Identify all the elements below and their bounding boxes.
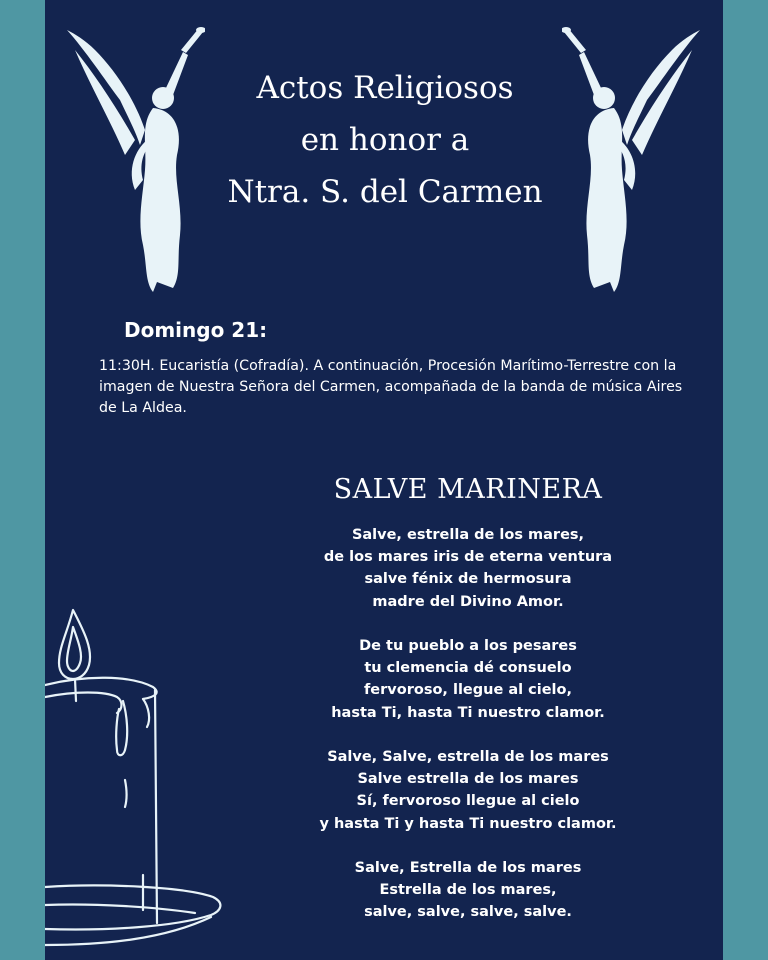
hymn-verses <box>313 524 623 946</box>
candle-icon <box>45 605 225 960</box>
verse-line: tu clemencia dé consuelo <box>364 660 572 677</box>
verse-line: Salve, estrella de los mares, <box>351 527 585 543</box>
verse-line: de los mares iris de eterna ventura <box>323 549 613 566</box>
stanza <box>313 857 623 924</box>
stanza <box>313 524 623 613</box>
angel-trumpet-icon <box>65 20 205 295</box>
verse-line: De tu pueblo a los pesares <box>359 638 577 654</box>
hymn-title: SALVE MARINERA <box>333 474 603 505</box>
verse-line: hasta Ti, hasta Ti nuestro clamor. <box>331 704 605 721</box>
verse-line: salve, salve, salve, salve. <box>364 904 572 921</box>
verse-line: Salve, Salve, estrella de los mares <box>327 749 609 765</box>
verse-line: Estrella de los mares, <box>379 882 557 899</box>
verse-line: Salve estrella de los mares <box>357 771 579 788</box>
verse-line: Salve, Estrella de los mares <box>354 860 582 876</box>
verse-line: Sí, fervoroso llegue al cielo <box>356 793 580 810</box>
verse-line: salve fénix de hermosura <box>364 571 572 588</box>
verse-line: madre del Divino Amor. <box>372 593 564 610</box>
event-description: 11:30H. Eucaristía (Cofradía). A continuación, Procesión Marítimo-Terrestre con la imagen de Nuestra Señora del Carmen, acompañada de la banda de música Aires de La Aldea. <box>99 358 683 416</box>
page-title <box>185 62 585 218</box>
stanza <box>313 635 623 724</box>
stanza <box>313 746 623 835</box>
title-line: Actos Religiosos <box>256 70 514 106</box>
poster <box>45 0 723 960</box>
title-line: en honor a <box>300 122 470 158</box>
event-day: Domingo 21: <box>124 318 268 342</box>
title-line: Ntra. S. del Carmen <box>227 174 543 210</box>
verse-line: fervoroso, llegue al cielo, <box>364 682 572 699</box>
verse-line: y hasta Ti y hasta Ti nuestro clamor. <box>319 815 617 832</box>
